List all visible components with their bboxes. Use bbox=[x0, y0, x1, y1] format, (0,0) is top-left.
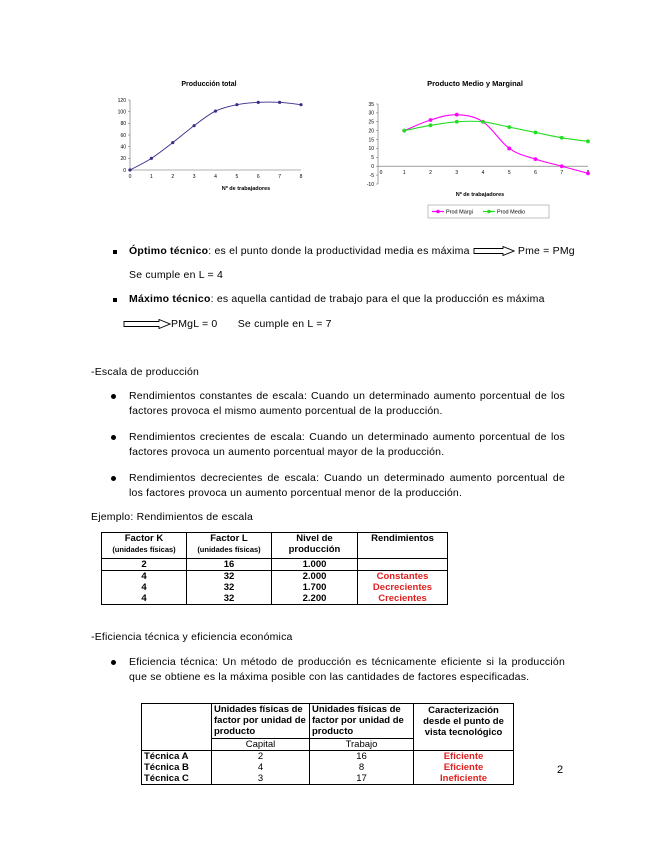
table-cell: 16 8 17 bbox=[310, 751, 414, 785]
eficiencia-item: Eficiencia técnica: Un método de producción es técnicamente eficiente si la producción que se obtiene es la máxima posible con las cantidades de factores especificadas. bbox=[129, 656, 565, 683]
x-tick-label: 4 bbox=[214, 174, 217, 180]
y-tick-label: 100 bbox=[117, 109, 126, 116]
table-cell: 2 bbox=[102, 559, 187, 571]
th-capital: Capital bbox=[212, 739, 310, 751]
data-point-prod-medio bbox=[402, 129, 406, 133]
maximo-text: : es aquella cantidad de trabajo para el que la producción es máxima bbox=[210, 293, 545, 305]
x-tick-label: 3 bbox=[192, 174, 196, 180]
y-tick-label: 60 bbox=[120, 132, 126, 139]
chart2-series bbox=[402, 113, 590, 175]
th-trabajo: Trabajo bbox=[310, 739, 414, 751]
y-tick-label: 25 bbox=[368, 119, 374, 126]
x-tick-label: 6 bbox=[256, 174, 260, 180]
chart2-tick-labels bbox=[367, 102, 590, 188]
y-tick-label: 35 bbox=[368, 101, 374, 108]
optimo-title: Óptimo técnico bbox=[129, 245, 209, 257]
data-point bbox=[257, 101, 260, 104]
x-tick-label: 1 bbox=[402, 170, 406, 177]
data-point bbox=[299, 103, 302, 106]
page-number: 2 bbox=[557, 764, 564, 776]
bullet-maximo bbox=[113, 298, 117, 302]
y-tick-label: 10 bbox=[368, 146, 374, 153]
x-tick-label: 5 bbox=[235, 174, 239, 180]
th-nivel-produccion: Nivel de producción bbox=[272, 533, 358, 559]
y-tick-label: 20 bbox=[368, 128, 374, 135]
data-point-prod-medio bbox=[586, 139, 590, 143]
arrow-icon bbox=[123, 319, 171, 329]
data-point bbox=[193, 124, 196, 127]
maximo-line bbox=[129, 292, 545, 307]
legend-label-prod-margi: Prod Margi bbox=[446, 209, 473, 216]
y-tick-label: 30 bbox=[368, 110, 374, 117]
maximo-cumple: Se cumple en L = 7 bbox=[237, 318, 332, 330]
data-point-prod-medio bbox=[455, 120, 459, 124]
x-tick-label: 2 bbox=[171, 174, 175, 180]
table-cell: Eficiente Eficiente Ineficiente bbox=[414, 751, 514, 785]
data-point bbox=[278, 101, 281, 104]
data-point bbox=[171, 141, 174, 144]
chart1-series bbox=[128, 101, 302, 172]
optimo-result: Pme = PMg bbox=[517, 245, 575, 257]
th-rendimientos: Rendimientos bbox=[358, 533, 448, 559]
tabla-rendimientos bbox=[101, 532, 448, 605]
data-point-prod-margi bbox=[586, 171, 590, 175]
bullet-escala-1 bbox=[111, 394, 116, 399]
x-tick-label: 6 bbox=[534, 170, 537, 177]
chart-produccion-total bbox=[108, 72, 310, 197]
table-cell: 2 4 3 bbox=[212, 751, 310, 785]
y-tick-label: -5 bbox=[369, 172, 374, 179]
maximo-title: Máximo técnico bbox=[129, 293, 211, 305]
chart2-title: Producto Medio y Marginal bbox=[427, 79, 523, 88]
x-tick-label: 3 bbox=[455, 170, 459, 177]
data-point-prod-margi bbox=[455, 113, 459, 117]
y-tick-label: 120 bbox=[117, 97, 126, 104]
escala-item-3: Rendimientos decrecientes de escala: Cuando un determinado aumento porcentual de los factores provoca un aumento porcentual menor de la producción. bbox=[129, 472, 565, 499]
y-tick-label: 40 bbox=[120, 144, 126, 151]
y-tick-label: 0 bbox=[123, 167, 126, 174]
y-tick-label: 0 bbox=[371, 164, 374, 171]
y-tick-label: 15 bbox=[368, 137, 374, 144]
data-point bbox=[128, 168, 131, 171]
optimo-text: : es el punto donde la productividad media es máxima bbox=[208, 245, 470, 257]
table-cell: 1.000 bbox=[272, 559, 358, 571]
data-point-prod-margi bbox=[560, 164, 564, 168]
example-title: Ejemplo: Rendimientos de escala bbox=[91, 511, 254, 523]
data-point-prod-medio bbox=[429, 123, 433, 127]
escala-heading: -Escala de producción bbox=[91, 366, 200, 378]
table-cell: 16 bbox=[187, 559, 272, 571]
optimo-cumple: Se cumple en L = 4 bbox=[129, 269, 223, 281]
x-tick-label: 4 bbox=[481, 170, 485, 177]
y-tick-label: 20 bbox=[120, 156, 126, 163]
th-factor-l: Factor L (unidades físicas) bbox=[187, 533, 272, 559]
maximo-result: PMgL = 0 bbox=[171, 318, 218, 330]
chart-producto-medio-marginal bbox=[350, 72, 595, 222]
chart2-legend bbox=[428, 205, 549, 218]
x-tick-label: 1 bbox=[149, 174, 153, 180]
bullet-escala-3 bbox=[111, 476, 116, 481]
x-tick-label: 8 bbox=[299, 174, 303, 180]
data-point-prod-margi bbox=[534, 157, 538, 161]
data-point bbox=[235, 103, 238, 106]
x-tick-label: 0 bbox=[128, 174, 132, 180]
x-tick-label: 5 bbox=[507, 170, 511, 177]
legend-label-prod-medio: Prod Medio bbox=[497, 209, 526, 216]
chart2-xlabel: Nº de trabajadores bbox=[455, 192, 505, 198]
tabla-eficiencia-tecnica bbox=[141, 703, 514, 785]
data-point-prod-margi bbox=[507, 147, 511, 151]
x-tick-label: 7 bbox=[560, 170, 564, 177]
chart1-xlabel: Nº de trabajadores bbox=[221, 186, 271, 192]
data-point-prod-margi bbox=[429, 118, 433, 122]
table-cell: Técnica A Técnica B Técnica C bbox=[142, 751, 212, 785]
th-unidades-capital: Unidades físicas de factor por unidad de producto bbox=[212, 704, 310, 739]
data-point-prod-medio bbox=[507, 125, 511, 129]
legend-marker-prod-medio bbox=[487, 210, 491, 214]
chart1-title: Producción total bbox=[181, 81, 237, 88]
legend-marker-prod-margi bbox=[436, 210, 440, 214]
eficiencia-heading: -Eficiencia técnica y eficiencia económica bbox=[91, 631, 293, 643]
y-tick-label: 80 bbox=[120, 121, 126, 128]
optimo-line bbox=[129, 244, 575, 259]
th-caracterizacion: Caracterización desde el punto de vista tecnológico bbox=[414, 704, 514, 751]
table-cell: Constantes Decrecientes Crecientes bbox=[358, 571, 448, 605]
chart1-tick-labels bbox=[118, 98, 303, 180]
table-cell: 32 32 32 bbox=[187, 571, 272, 605]
y-tick-label: -10 bbox=[366, 181, 374, 188]
series-line-prod-margi bbox=[402, 115, 588, 177]
bullet-escala-2 bbox=[111, 435, 116, 440]
escala-item-1: Rendimientos constantes de escala: Cuando un determinado aumento porcentual de los factores provoca el mismo aumento porcentual de la producción. bbox=[129, 390, 565, 417]
bullet-eficiencia bbox=[111, 660, 116, 665]
bullet-optimo bbox=[113, 250, 117, 254]
data-point-prod-medio bbox=[560, 136, 564, 140]
data-point-prod-medio bbox=[481, 120, 485, 124]
th-unidades-trabajo: Unidades físicas de factor por unidad de producto bbox=[310, 704, 414, 739]
table-cell bbox=[142, 704, 212, 751]
th-factor-k: Factor K (unidades físicas) bbox=[102, 533, 187, 559]
data-point bbox=[214, 109, 217, 112]
table-cell: 4 4 4 bbox=[102, 571, 187, 605]
x-tick-label: 7 bbox=[278, 174, 282, 180]
maximo-result-line bbox=[123, 317, 332, 332]
arrow-icon bbox=[473, 246, 515, 256]
x-tick-label: 0 bbox=[379, 170, 383, 177]
table-cell: 2.000 1.700 2.200 bbox=[272, 571, 358, 605]
escala-item-2: Rendimientos crecientes de escala: Cuando un determinado aumento porcentual de los factores provoca un aumento porcentual mayor de la producción. bbox=[129, 431, 565, 458]
data-point-prod-medio bbox=[534, 131, 538, 135]
data-point bbox=[150, 157, 153, 160]
x-tick-label: 2 bbox=[429, 170, 432, 177]
y-tick-label: 5 bbox=[371, 155, 374, 162]
table-cell bbox=[358, 559, 448, 571]
